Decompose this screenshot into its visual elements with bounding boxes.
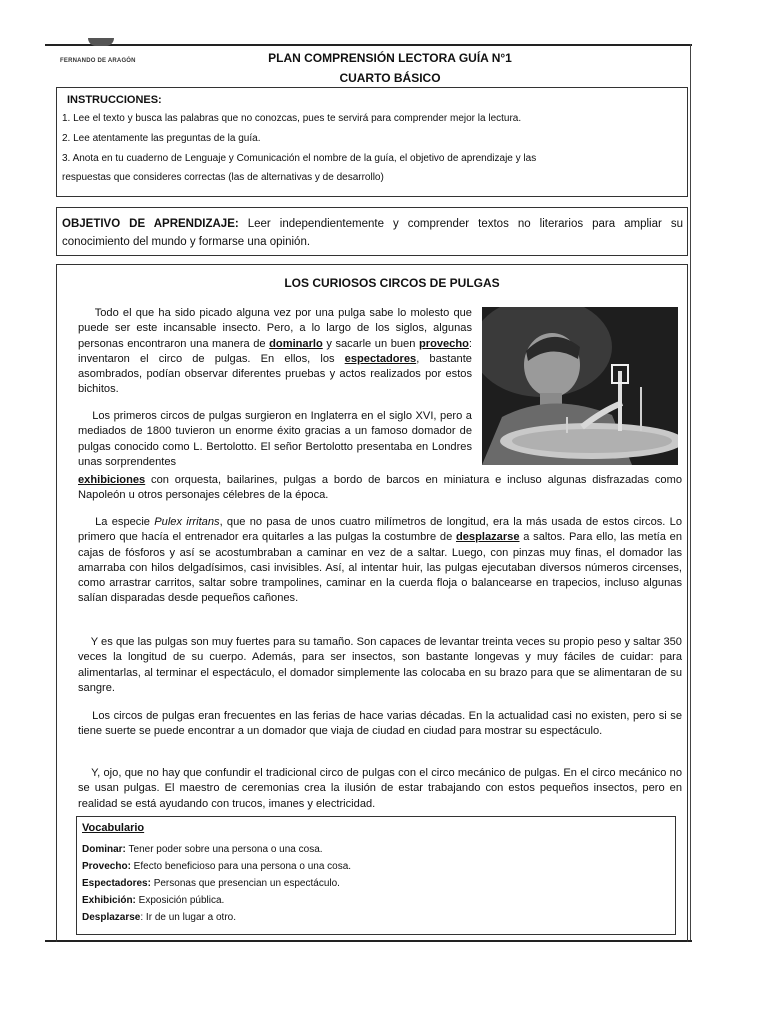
school-seal-icon: [88, 38, 114, 46]
instruction-item: 3. Anota en tu cuaderno de Lenguaje y Comunicación el nombre de la guía, el objetivo de aprendizaje y las: [62, 153, 537, 164]
reading-title-text: LOS CURIOSOS CIRCOS DE PULGAS: [284, 276, 500, 290]
flea-circus-photo: [482, 307, 678, 465]
instruction-item: respuestas que consideres correctas (las de alternativas y de desarrollo): [62, 172, 384, 183]
vocabulary-item: Espectadores: Personas que presencian un espectáculo.: [82, 878, 340, 889]
paragraph-3: La especie Pulex irritans, que no pasa de unos cuatro milímetros de longitud, era la más usada de estos circos. Lo primero que hacía el entrenador era quitarles a las pulgas la costumbre de desplazarse a saltos. Para ello, las metía en cajas de fósforos y así se acostumbraban a caminar en vez de a saltar. Luego, con pinzas muy finas, el domador las amarraba con hilos delgadísimos, casi invisibles. Así, al intentar huir, las pulgas ejecutaban diversos números circenses, como arrastrar carritos, saltar sobre trampolines, caminar en la cuerda floja o balancearse en trapecios, incluso algunas salían disparadas desde pequeños cañones.: [78, 516, 683, 605]
vocab-word-espectadores: espectadores: [344, 352, 417, 365]
vocabulary-heading: Vocabulario: [82, 822, 145, 834]
paragraph-2a: Los primeros circos de pulgas surgieron en Inglaterra en el siglo XVI, pero a mediados de 1800 tuvieron un enorme éxito gracias a un famoso domador de pulgas conocido como L. Bertolotto. El señor Bertolotto presentaba en Londres unas sorprendentes: [78, 410, 472, 468]
paragraph-6: Y, ojo, que no hay que confundir el tradicional circo de pulgas con el circo mecánico de pulgas. En el circo mecánico no se usan pulgas. El maestro de ceremonias crea la ilusión de estar trabajando con estos pequeños insectos, pero en realidad se está ayudando con trucos, imanes y electricidad.: [78, 767, 682, 810]
paragraph-5: Los circos de pulgas eran frecuentes en las ferias de hace varias décadas. En la actualidad casi no existen, pero si se tiene suerte se puede encontrar a un domador que viaja de ciudad en ciudad para mostrar su espectáculo.: [78, 710, 682, 738]
grade-title: CUARTO BÁSICO: [339, 71, 441, 85]
vocabulary-item: Provecho: Efecto beneficioso para una persona o una cosa.: [82, 861, 352, 872]
vocab-word-provecho: provecho: [418, 337, 469, 350]
vocab-word-exhibiciones: exhibiciones: [78, 474, 146, 486]
instructions-box: [56, 87, 688, 197]
reading-title: [0, 276, 768, 290]
guide-title: PLAN COMPRENSIÓN LECTORA GUÍA N°1: [268, 51, 512, 65]
instruction-item: 1. Lee el texto y busca las palabras que no conozcas, pues te servirá para comprender mejor la lectura.: [62, 113, 522, 124]
vocab-word-desplazarse: desplazarse: [455, 531, 520, 544]
objective-text: Leer independientemente y comprender textos no literarios para ampliar su conocimiento del mundo y formarse una opinión.: [62, 218, 683, 248]
vocabulary-box: [76, 816, 676, 935]
instruction-item: 2. Lee atentamente las preguntas de la guía.: [62, 133, 261, 144]
species-name: Pulex irritans: [154, 516, 220, 528]
instructions-heading: INSTRUCCIONES:: [67, 94, 162, 106]
paragraph-1: Todo el que ha sido picado alguna vez por una pulga sabe lo molesto que puede ser este incansable insecto. Pero, a lo largo de los siglos, algunas personas encontraron una manera de dominarlo y sacarle un buen provecho: inventaron el circo de pulgas. En ellos, los espectadores, bastante asombrados, podían observar diferentes pruebas y actos realizados por estos bichitos.: [78, 307, 472, 396]
paragraph-2b: exhibiciones con orquesta, bailarines, pulgas a bordo de barcos en miniatura e incluso algunas disfrazadas como Napoleón u otros personajes célebres de la época.: [78, 474, 682, 502]
vocabulary-item: Exhibición: Exposición pública.: [82, 895, 225, 906]
vocabulary-item: Dominar: Tener poder sobre una persona o una cosa.: [82, 844, 323, 855]
vocab-word-dominarlo: dominarlo: [269, 337, 323, 350]
vocabulary-item: Desplazarse: Ir de un lugar a otro.: [82, 912, 236, 923]
school-name: FERNANDO DE ARAGÓN: [60, 58, 136, 64]
objective-label: OBJETIVO DE APRENDIZAJE:: [62, 218, 239, 230]
paragraph-4: Y es que las pulgas son muy fuertes para su tamaño. Son capaces de levantar treinta veces su propio peso y saltar 350 veces la longitud de su cuerpo. Además, para ser insectos, son bastante longevas y muy fáciles de cuidar: para alimentarlas, al terminar el espectáculo, el domador simplemente las colocaba en su brazo para que se alimentaran de su sangre.: [78, 636, 682, 694]
learning-objective-box: [56, 207, 688, 256]
right-rule: [690, 44, 691, 942]
